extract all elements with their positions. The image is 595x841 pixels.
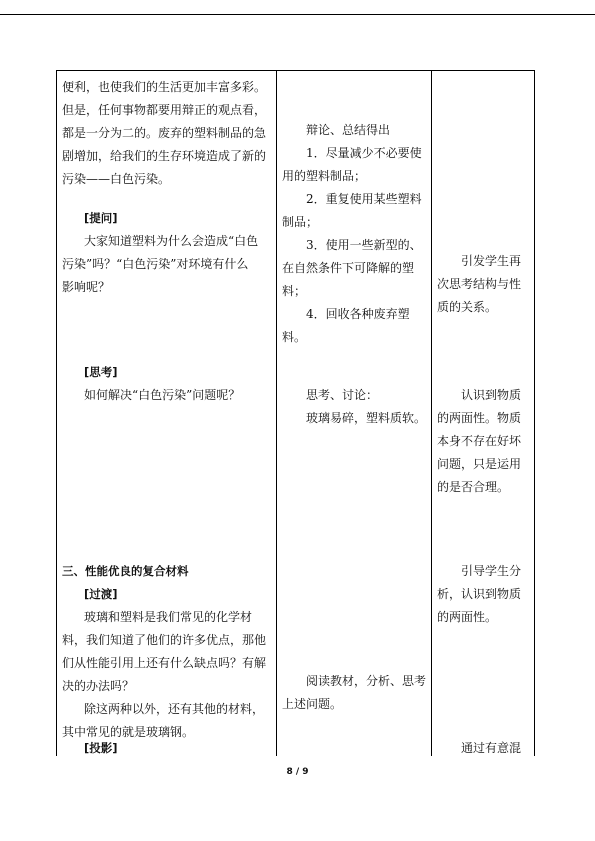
text-line: 影响呢？	[62, 280, 111, 294]
page-number: 8 / 9	[286, 767, 309, 777]
right-block-1	[437, 250, 521, 319]
guodu-text	[62, 606, 266, 744]
column-divider	[431, 70, 432, 756]
text-line: 问题，只是运用	[437, 457, 522, 471]
tiwen-text	[62, 230, 258, 299]
text-line: 2．重复使用某些塑料	[306, 192, 422, 206]
right-block-3	[437, 560, 521, 629]
section-heading: 三、性能优良的复合材料	[62, 564, 189, 578]
text-line: 制品；	[282, 215, 319, 229]
guodu-label: [过渡]	[84, 587, 118, 601]
right-block-2	[437, 384, 521, 499]
text-line: 大家知道塑料为什么会造成“白色	[84, 234, 259, 248]
left-para-1	[62, 76, 266, 191]
text-line: 玻璃和塑料是我们常见的化学材	[84, 610, 253, 624]
text-line: 引导学生分	[461, 564, 522, 578]
text-line: 1．尽量减少不必要使	[306, 146, 422, 160]
text-line: 都是一分为二的。废弃的塑料制品的急	[62, 126, 267, 140]
sikao-text: 如何解决“白色污染”问题呢？	[84, 388, 241, 402]
text-line: 认识到物质	[461, 388, 522, 402]
text-line: 4．回收各种废弃塑	[306, 307, 410, 321]
text-line: 在自然条件下可降解的塑	[282, 261, 415, 275]
text-line: 决的办法吗？	[62, 679, 135, 693]
text-line: 污染——白色污染。	[62, 172, 171, 186]
text-line: 除这两种以外，还有其他的材料，	[84, 702, 265, 716]
text-line: 阅读教材，分析、思考	[306, 674, 427, 688]
text-line: 们从性能引用上还有什么缺点吗？有解	[62, 656, 267, 670]
text-line: 的两面性。物质	[437, 411, 522, 425]
text-line: 用的塑料制品；	[282, 169, 367, 183]
text-line: 料。	[282, 330, 307, 344]
text-line: 料，我们知道了他们的许多优点，那他	[62, 633, 267, 647]
text-line: 析，认识到物质	[437, 587, 522, 601]
text-line: 污染”吗？“白色污染”对环境有什么	[62, 257, 249, 271]
text-line: 本身不存在好坏	[437, 434, 522, 448]
touying-label: [投影]	[84, 741, 118, 755]
text-line: 料；	[282, 284, 307, 298]
text-line: 质的关系。	[437, 300, 498, 314]
text-line: 思考、讨论：	[306, 388, 379, 402]
text-line: 上述问题。	[282, 697, 343, 711]
middle-block-1	[282, 119, 422, 349]
text-line: 剧增加，给我们的生存环境造成了新的	[62, 149, 267, 163]
text-line: 其中常见的就是玻璃钢。	[62, 725, 195, 739]
middle-block-2	[306, 384, 426, 430]
sikao-label: [思考]	[84, 365, 118, 379]
text-line: 但是，任何事物都要用辩正的观点看，	[62, 103, 267, 117]
text-line: 3．使用一些新型的、	[306, 238, 422, 252]
text-line: 辩论、总结得出	[306, 123, 391, 137]
column-divider	[276, 70, 277, 756]
right-block-4	[437, 737, 521, 760]
text-line: 便利，也使我们的生活更加丰富多彩。	[62, 80, 267, 94]
middle-block-3	[282, 670, 426, 716]
text-line: 引发学生再	[461, 254, 522, 268]
text-line: 次思考结构与性	[437, 277, 522, 291]
tiwen-label: [提问]	[84, 211, 118, 225]
text-line: 通过有意混	[461, 741, 522, 755]
text-line: 的两面性。	[437, 610, 498, 624]
header-rule	[0, 14, 595, 15]
text-line: 玻璃易碎，塑料质软。	[306, 411, 427, 425]
text-line: 的是否合理。	[437, 480, 510, 494]
